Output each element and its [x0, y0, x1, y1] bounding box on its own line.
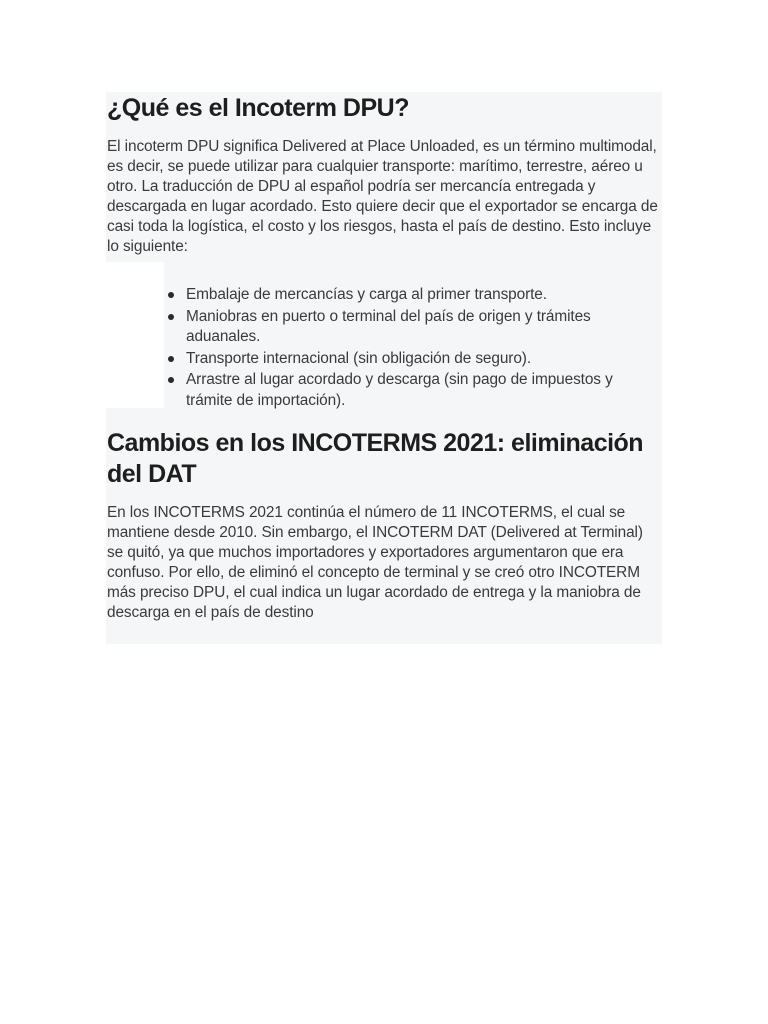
list-item: [107, 285, 663, 306]
section1-paragraph: El incoterm DPU significa Delivered at Place Unloaded, es un término multimodal, es decir, se puede utilizar para cualquier transporte: marítimo, terrestre, aéreo u otro. La traducción de DPU al español podría ser mercancía entregada y descargada en lugar acordado. Esto quiere decir que el exportador se encarga de casi toda la logística, el costo y los riesgos, hasta el país de destino. Esto incluye lo siguiente:: [107, 138, 658, 255]
bullet-icon: [168, 356, 174, 362]
bullet-icon: [168, 377, 174, 383]
section2-paragraph: En los INCOTERMS 2021 continúa el número de 11 INCOTERMS, el cual se mantiene desde 2010. Sin embargo, el INCOTERM DAT (Delivered at Terminal) se quitó, ya que muchos importadores y exportadores argumentaron que era confuso. Por ello, de eliminó el concepto de terminal y se creó otro INCOTERM más preciso DPU, el cual indica un lugar acordado de entrega y la maniobra de descarga en el país de destino: [107, 504, 643, 621]
list-item: [107, 307, 663, 348]
list-item-text: Maniobras en puerto o terminal del país de origen y trámites aduanales.: [186, 307, 591, 345]
list-item-text: Embalaje de mercancías y carga al primer transporte.: [186, 286, 547, 303]
list-item: [107, 370, 663, 411]
section1-heading: ¿Qué es el Incoterm DPU?: [107, 94, 409, 122]
list-item-text: Arrastre al lugar acordado y descarga (sin pago de impuestos y trámite de importación).: [186, 371, 613, 409]
bullet-icon: [168, 292, 174, 298]
section2-heading: Cambios en los INCOTERMS 2021: eliminación del DAT: [107, 429, 644, 488]
list-item: [107, 349, 663, 370]
dpu-includes-list: [107, 285, 663, 412]
list-item-text: Transporte internacional (sin obligación de seguro).: [186, 349, 531, 367]
bullet-icon: [168, 314, 174, 320]
